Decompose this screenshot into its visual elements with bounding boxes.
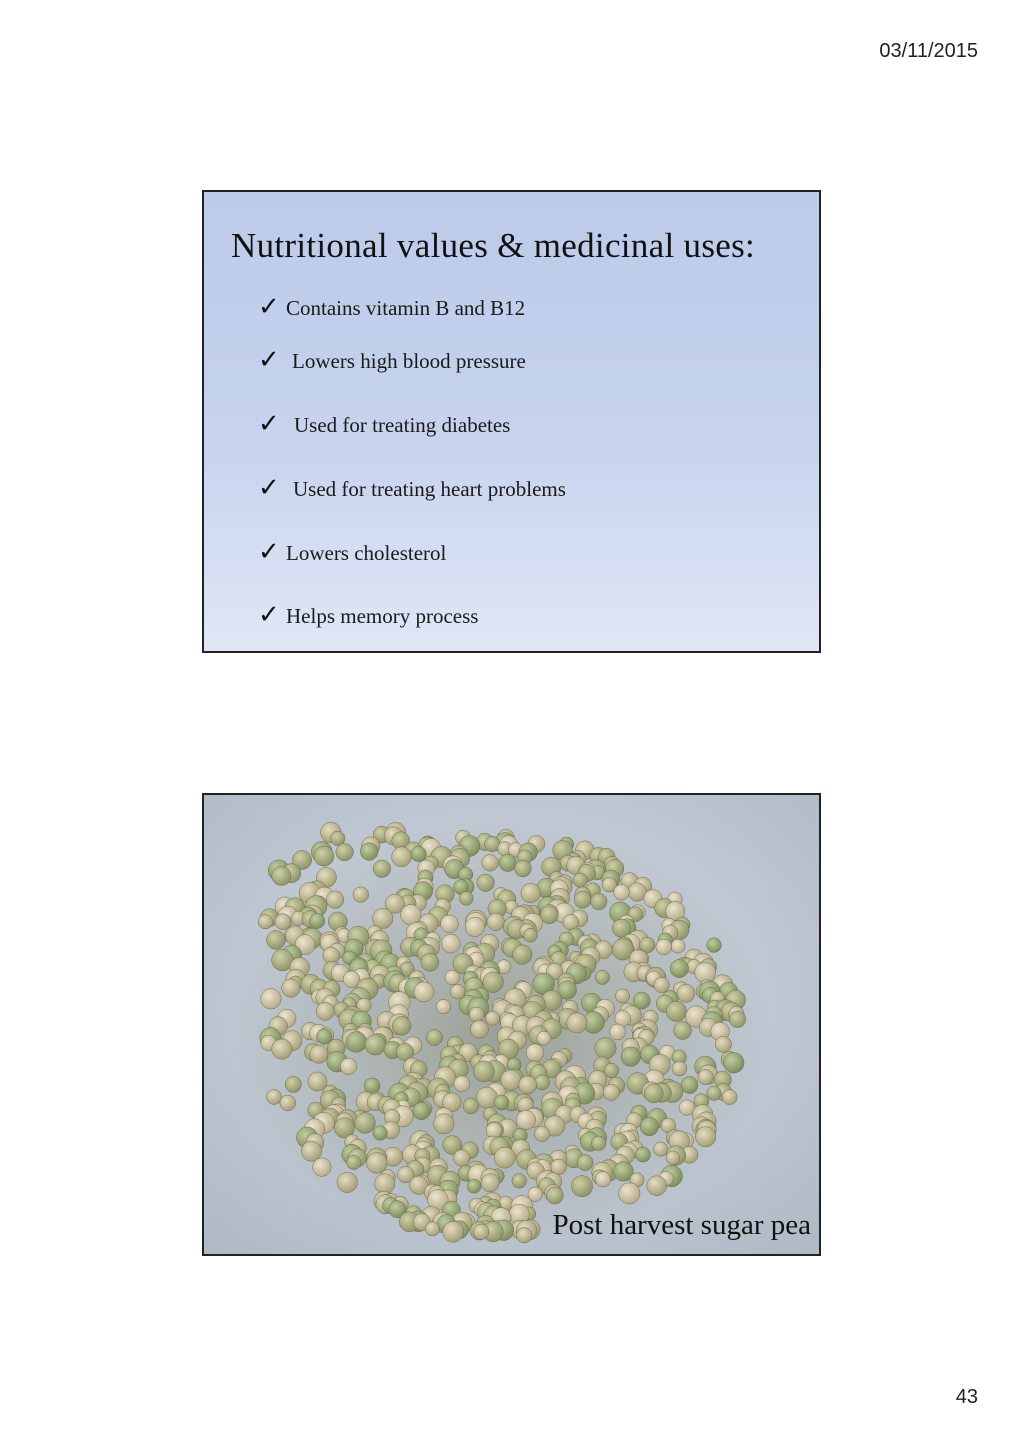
bullet-text: Lowers cholesterol	[286, 541, 447, 565]
check-mark-icon: ✓	[258, 292, 280, 322]
sugar-pea-photo	[204, 795, 819, 1254]
bullet-item	[258, 409, 510, 439]
bullet-item	[258, 537, 446, 567]
bullet-text: Helps memory process	[286, 604, 479, 628]
page-date: 03/11/2015	[879, 40, 978, 62]
check-mark-icon: ✓	[258, 600, 280, 630]
slide-nutritional-values	[202, 190, 821, 653]
check-mark-icon: ✓	[258, 345, 280, 375]
bullet-item	[258, 345, 526, 375]
slide-title: Nutritional values & medicinal uses:	[231, 226, 756, 265]
bullet-text: Used for treating heart problems	[293, 477, 566, 501]
photo-caption: Post harvest sugar pea	[552, 1209, 811, 1241]
bullet-item	[258, 292, 525, 322]
bullet-text: Lowers high blood pressure	[292, 349, 526, 373]
slide-sugar-pea-photo	[202, 793, 821, 1256]
check-mark-icon: ✓	[258, 537, 280, 567]
check-mark-icon: ✓	[258, 409, 280, 439]
check-mark-icon: ✓	[258, 473, 280, 503]
bullet-item	[258, 473, 566, 503]
bullet-text: Contains vitamin B and B12	[286, 296, 526, 320]
page-number: 43	[955, 1386, 978, 1408]
bullet-text: Used for treating diabetes	[294, 413, 511, 437]
bullet-item	[258, 600, 478, 630]
